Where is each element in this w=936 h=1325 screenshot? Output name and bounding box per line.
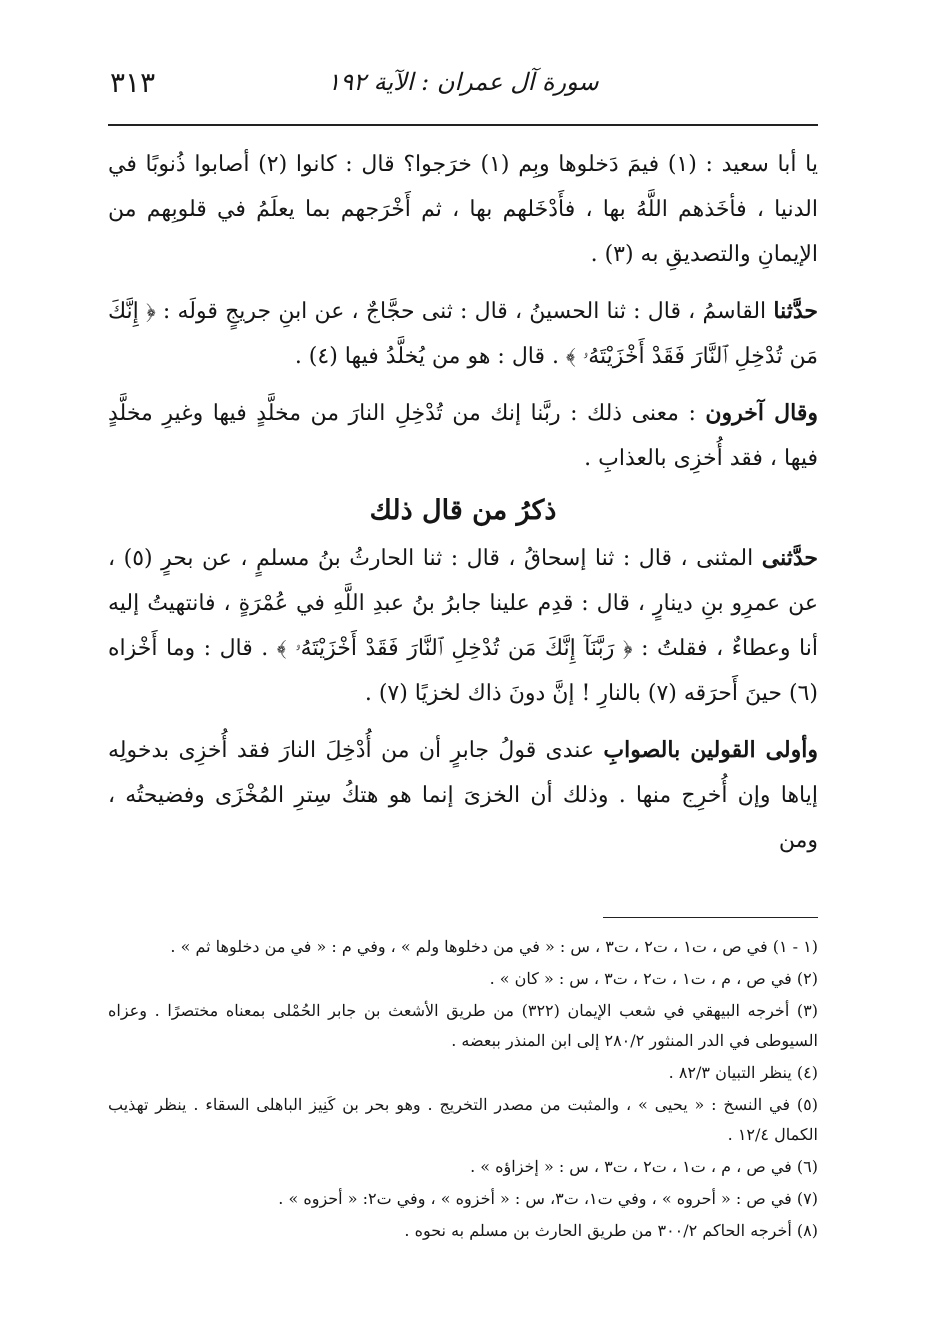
paragraph-4: [108, 536, 818, 716]
page-number: ٣١٣: [110, 66, 156, 99]
footnote-1: (١ - ١) في ص ، ت١ ، ت٢ ، ت٣ ، س : « في من دخلوها ولم » ، وفي م : « في من دخلوها ثم » .: [170, 937, 818, 956]
paragraph-2: [108, 289, 818, 379]
footnote-2: (٢) في ص ، م ، ت١ ، ت٢ ، ت٣ ، س : « كان » .: [489, 969, 818, 988]
paragraph-2-text: القاسمُ ، قال : ثنا الحسينُ ، قال : ثنى حجَّاجٌ ، عن ابنِ جريجٍ قولَه : ﴿ إِنَّكَ مَن تُدْخِلِ ٱلنَّارَ فَقَدْ أَخْزَيْتَهُۥ ﴾ . قال : هو من يُخلَّدُ فيها (٤) .: [108, 299, 818, 369]
section-heading: ذكرُ من قال ذلك: [369, 495, 557, 526]
page-header: [108, 60, 818, 116]
paragraph-4-lead: حدَّثنى: [761, 545, 818, 571]
footnote-6: (٦) في ص ، م ، ت١ ، ت٢ ، ت٣ ، س : « إخزاؤه » .: [470, 1157, 818, 1176]
header-rule: [108, 124, 818, 126]
running-title: سورة آل عمران : الآية ١٩٢: [327, 68, 599, 96]
paragraph-3-text: : معنى ذلك : ربَّنا إنك من تُدْخِلِ النارَ من مخلَّدٍ فيها وغيرِ مخلَّدٍ فيها ، فقد أُخزِى بالعذابِ .: [108, 401, 818, 471]
paragraph-5-text: عندى قولُ جابرٍ أن من أُدْخِلَ النارَ فقد أُخزِى بدخولِه إياها وإن أُخرِج منها . وذلك أن الخزىَ إنما هو هتكُ سِترِ المُخْزَى وفضيحتُه ، ومن: [108, 738, 818, 853]
footnote-4: (٤) ينظر التبيان ٨٢/٣ .: [668, 1063, 818, 1082]
paragraph-4-text: المثنى ، قال : ثنا إسحاقُ ، قال : ثنا الحارثُ بنُ مسلمٍ ، عن بحرٍ (٥) ، عن عمرِو بنِ دينارٍ ، قال : قدِم علينا جابرُ بنُ عبدِ اللَّهِ في عُمْرَةٍ ، فانتهيتُ إليه أنا وعطاءٌ ، فقلتُ : ﴿ رَبَّنَآ إِنَّكَ مَن تُدْخِلِ ٱلنَّارَ فَقَدْ أَخْزَيْتَهُۥ ﴾ . قال : وما أَخْزاه (٦) حينَ أَحرَقه (٧) بالنارِ ! إنَّ دونَ ذاك لخزيًا (٧) .: [108, 546, 818, 706]
footnote-3: (٣) أخرجه البيهقي في شعب الإيمان (٣٢٢) من طريق الأشعث بن جابر الحُمْلى بمعناه مختصرًا . وعزاه السيوطى في الدر المنثور ٢٨٠/٢ إلى ابن المنذر ببعضه .: [108, 1001, 818, 1050]
footnote-7: (٧) في ص : « أحروه » ، وفي ت١، ت٣، س : « أخزوه » ، وفي ت٢: « أحزوه » .: [278, 1189, 818, 1208]
footnote-5: (٥) في النسخ : « يحيى » ، والمثبت من مصدر التخريج . وهو بحر بن كَنِيز الباهلى السقاء . ينظر تهذيب الكمال ١٢/٤ .: [108, 1095, 818, 1144]
footnotes: [108, 932, 818, 1248]
footnote-8: (٨) أخرجه الحاكم ٣٠٠/٢ من طريق الحارث بن مسلم به نحوه .: [404, 1221, 818, 1240]
paragraph-1: [108, 142, 818, 277]
footnote-rule: [603, 917, 818, 918]
paragraph-1-text: يا أبا سعيد : (١) فيمَ دَخلوها وبِم (١) خرَجوا؟ قال : كانوا (٢) أصابوا ذُنوبًا في الدنيا ، فأخَذهم اللَّهُ بها ، فأَدْخَلهم بها ، ثم أَخْرَجهم بما يعلَمُ في قلوبِهم من الإيمانِ والتصديقِ به (٣) .: [108, 152, 819, 267]
paragraph-2-lead: حدَّثنا: [773, 298, 818, 324]
book-page: [108, 60, 818, 1300]
paragraph-5-lead: وأولى القولين بالصوابِ: [603, 737, 818, 763]
paragraph-5: [108, 728, 818, 863]
paragraph-3: [108, 391, 818, 481]
paragraph-3-lead: وقال آخرون: [705, 400, 818, 426]
main-text: [108, 142, 818, 875]
